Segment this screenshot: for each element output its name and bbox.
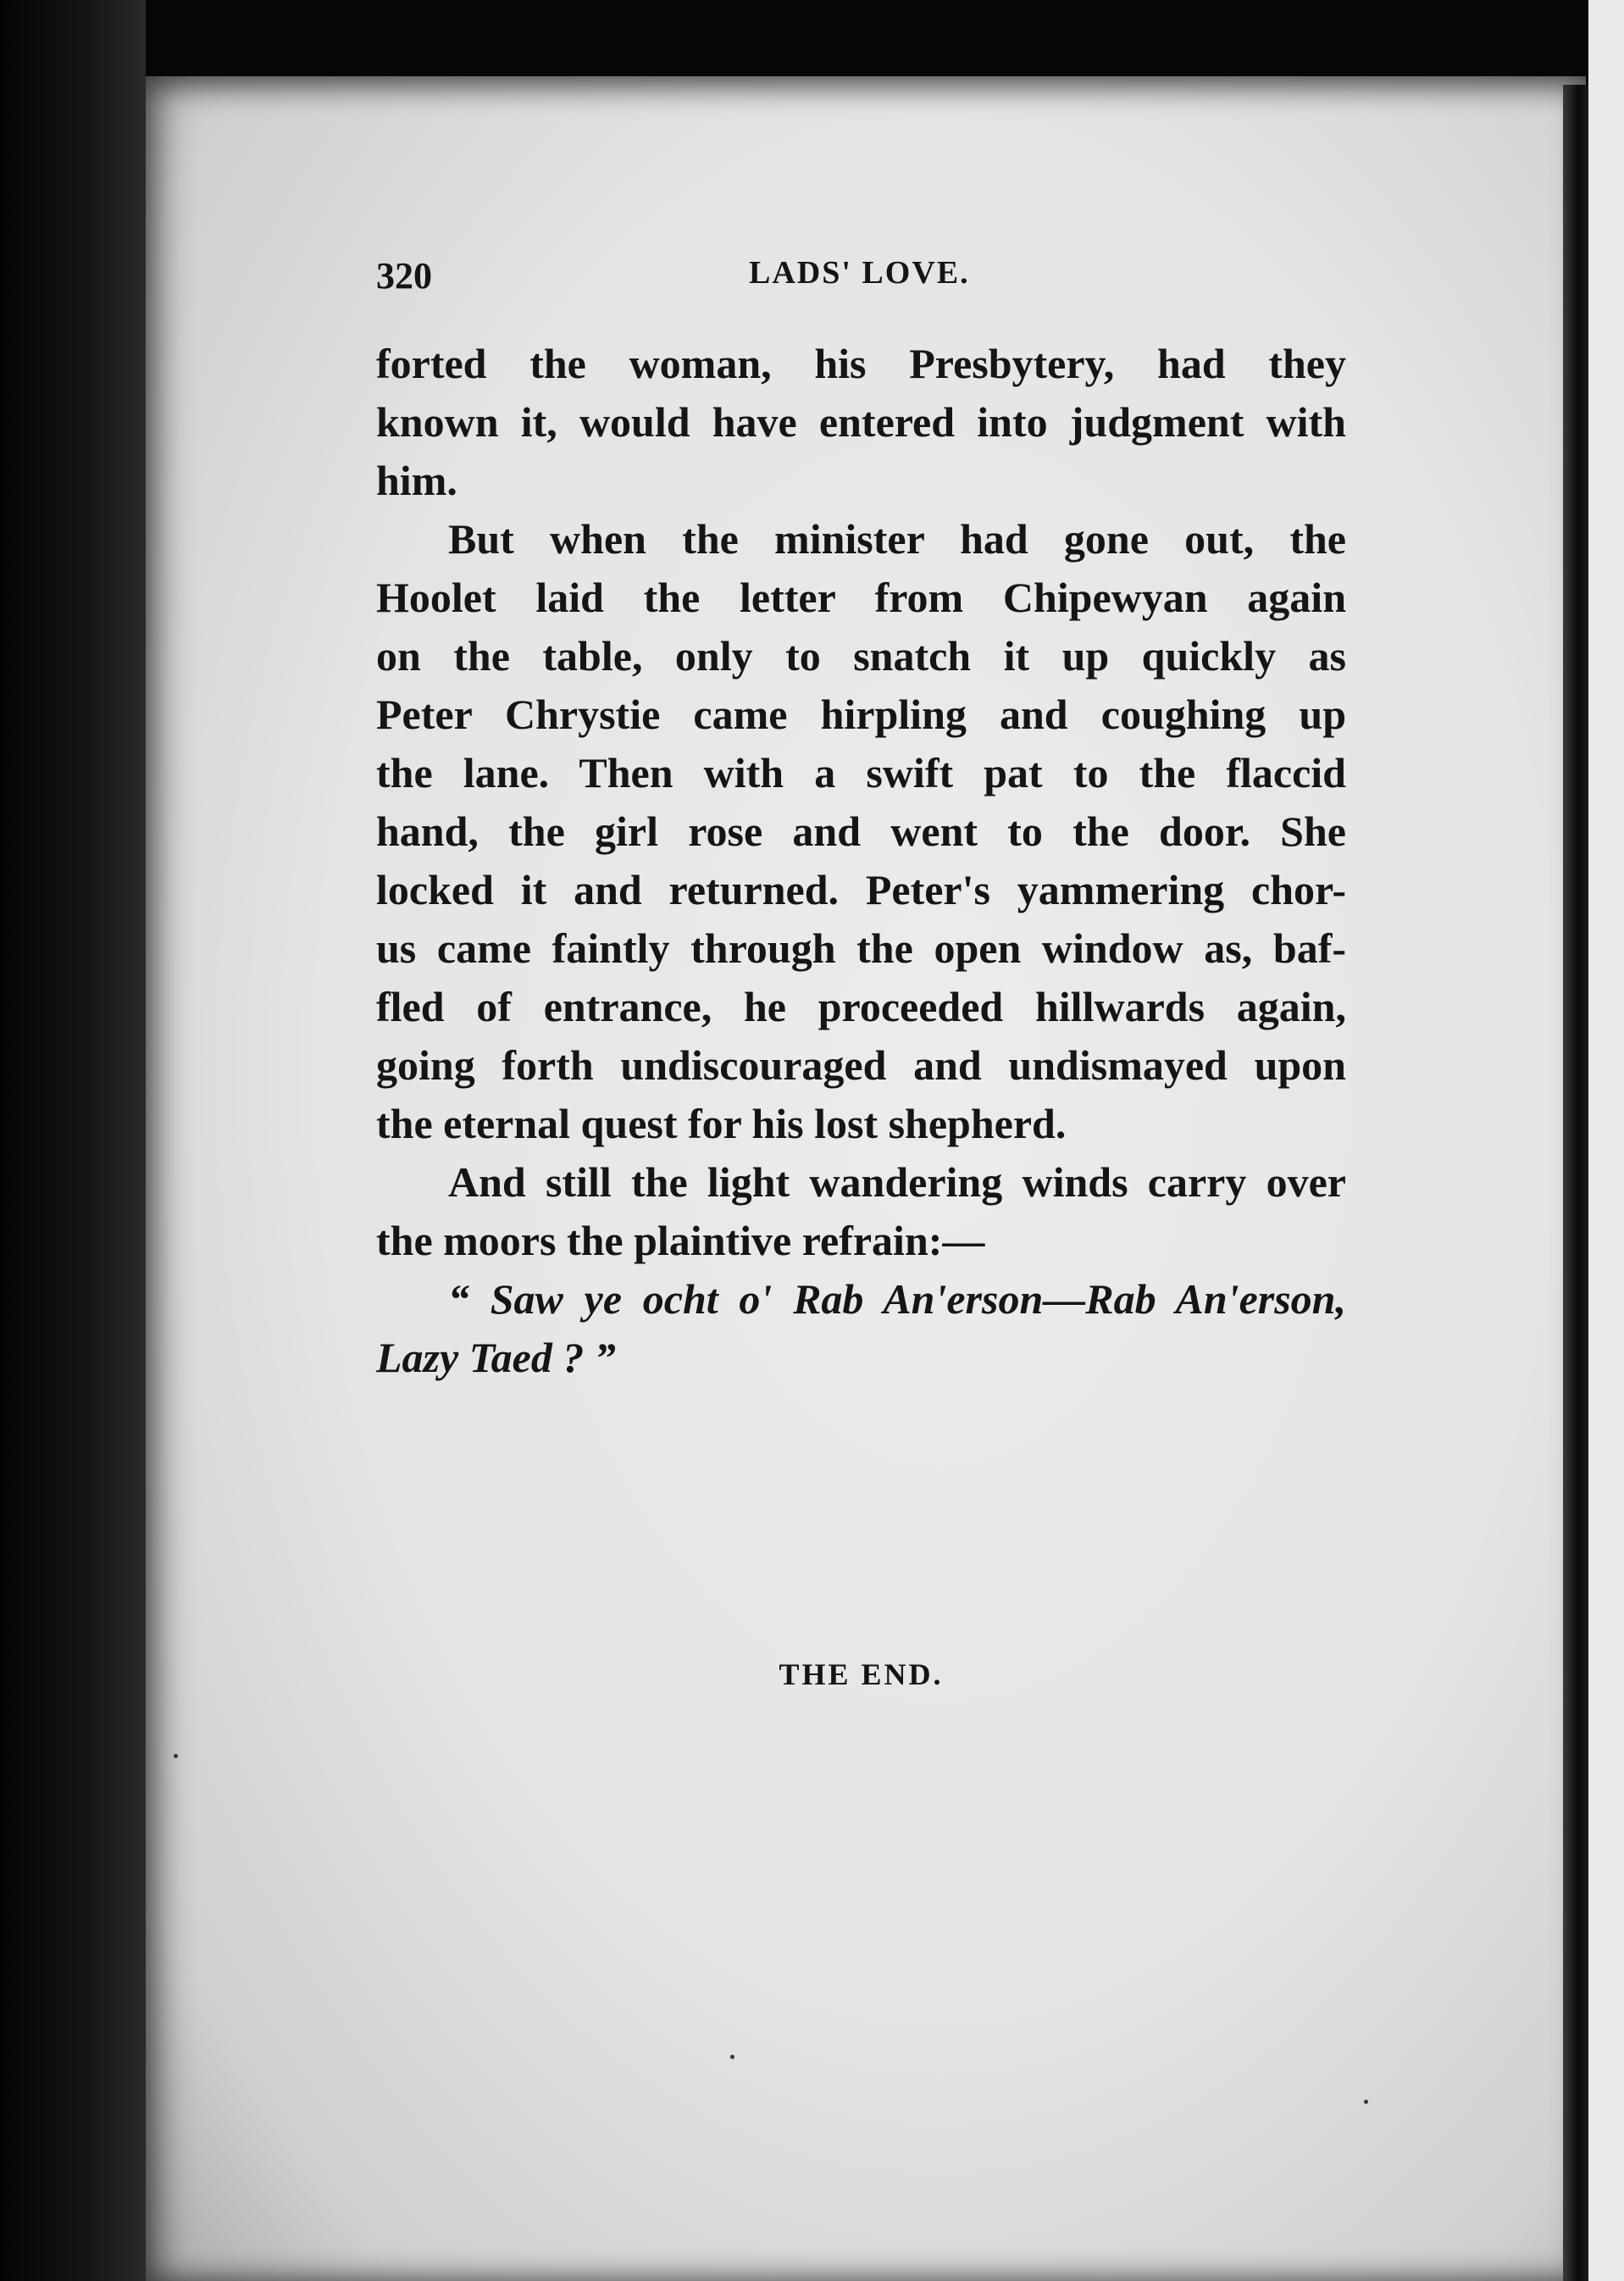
text-line: us came faintly through the open window as, baf-: [376, 924, 1346, 972]
page-number: 320: [376, 255, 432, 297]
text-line: forted the woman, his Presbytery, had they: [376, 340, 1346, 387]
text-line: going forth undiscouraged and undismayed upon: [376, 1041, 1346, 1089]
body-text: [376, 335, 1346, 1387]
text-line: locked it and returned. Peter's yammering chor-: [376, 866, 1346, 913]
verse-line: Lazy Taed ? ”: [376, 1334, 616, 1381]
dust-speck: [174, 1754, 178, 1758]
text-line: on the table, only to snatch it up quickly as: [376, 632, 1346, 680]
scan-left-gutter: [0, 0, 146, 2281]
text-line: hand, the girl rose and went to the door. She: [376, 808, 1346, 855]
verse-line: “ Saw ye ocht o' Rab An'erson—Rab An'erson,: [448, 1275, 1346, 1323]
text-line: Peter Chrystie came hirpling and coughing up: [376, 691, 1346, 738]
page-right-edge: [1563, 85, 1588, 2281]
text-line: Hoolet laid the letter from Chipewyan again: [376, 574, 1346, 621]
text-line: the lane. Then with a swift pat to the flaccid: [376, 749, 1346, 796]
text-line: known it, would have entered into judgment with: [376, 398, 1346, 446]
the-end-label: THE END.: [779, 1657, 944, 1691]
scan-right-margin: [1588, 0, 1624, 2281]
text-line: But when the minister had gone out, the: [448, 515, 1346, 563]
text-line: him.: [376, 457, 457, 504]
dust-speck: [1364, 2100, 1368, 2104]
text-line: the eternal quest for his lost shepherd.: [376, 1100, 1067, 1147]
running-head: [376, 254, 1346, 305]
scan-top-border: [0, 0, 1624, 80]
text-line: fled of entrance, he proceeded hillwards again,: [376, 983, 1346, 1030]
running-title: LADS' LOVE.: [749, 255, 970, 291]
text-line: And still the light wandering winds carry over: [448, 1158, 1346, 1206]
text-line: the moors the plaintive refrain:—: [376, 1217, 985, 1264]
dust-speck: [730, 2055, 734, 2059]
